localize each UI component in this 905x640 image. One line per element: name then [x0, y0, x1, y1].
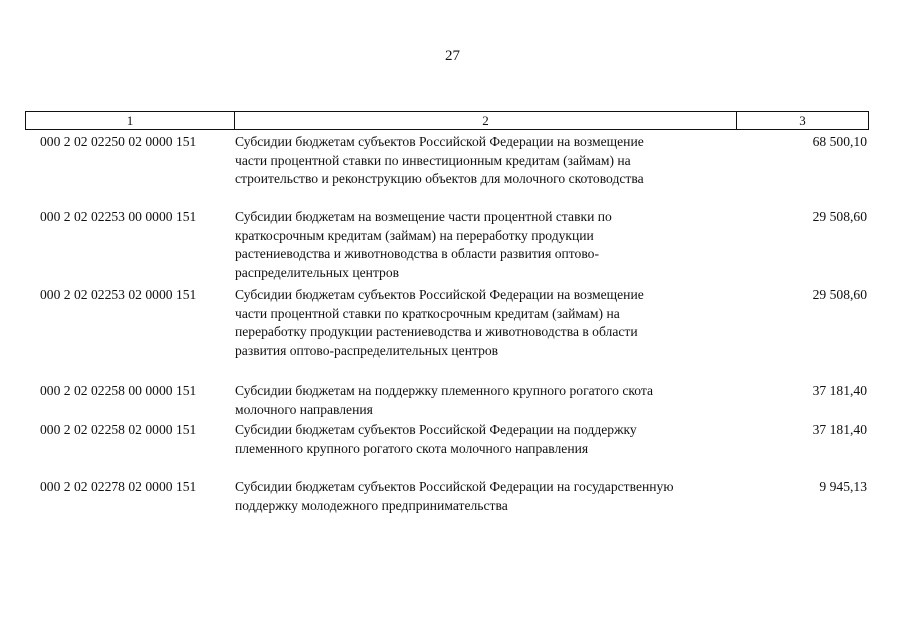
amount: 37 181,40: [812, 422, 867, 437]
amount: 9 945,13: [819, 479, 867, 494]
description-line: краткосрочным кредитам (займам) на переработку продукции: [235, 227, 594, 243]
description-line: строительство и реконструкцию объектов для молочного скотоводства: [235, 171, 644, 187]
table-header: [25, 111, 869, 130]
description-line: Субсидии бюджетам на возмещение части процентной ставки по: [235, 209, 612, 224]
budget-code: 000 2 02 02253 02 0000 151: [40, 287, 197, 302]
page-number: 27: [445, 48, 460, 64]
description-line: переработку продукции растениеводства и животноводства в области: [235, 324, 638, 340]
amount: 29 508,60: [812, 287, 867, 302]
description: [235, 478, 735, 515]
description-line: Субсидии бюджетам субъектов Российской Федерации на возмещение: [235, 134, 644, 149]
description: [235, 421, 735, 458]
description-line: племенного крупного рогатого скота молочного направления: [235, 440, 589, 456]
description: [235, 208, 735, 282]
amount: 37 181,40: [812, 383, 867, 398]
budget-code: 000 2 02 02253 00 0000 151: [40, 209, 197, 224]
description: [235, 382, 735, 419]
description: [235, 286, 735, 360]
budget-code: 000 2 02 02278 02 0000 151: [40, 479, 197, 494]
header-column-2: 2: [235, 112, 737, 129]
description: [235, 133, 735, 189]
description-line: Субсидии бюджетам субъектов Российской Федерации на государственную: [235, 479, 674, 494]
description-line: развития оптово-распределительных центров: [235, 342, 499, 358]
amount: 29 508,60: [812, 209, 867, 224]
budget-code: 000 2 02 02250 02 0000 151: [40, 134, 197, 149]
description-line: Субсидии бюджетам субъектов Российской Федерации на поддержку: [235, 422, 637, 437]
description-line: Субсидии бюджетам на поддержку племенного крупного рогатого скота: [235, 383, 654, 398]
budget-code: 000 2 02 02258 00 0000 151: [40, 383, 197, 398]
description-line: Субсидии бюджетам субъектов Российской Федерации на возмещение: [235, 287, 644, 302]
header-column-1: 1: [26, 112, 235, 129]
header-column-3: 3: [799, 113, 806, 128]
description-line: распределительных центров: [235, 264, 400, 280]
description-line: растениеводства и животноводства в области развития оптово-: [235, 246, 599, 262]
amount: 68 500,10: [812, 134, 867, 149]
description-line: части процентной ставки по краткосрочным кредитам (займам) на: [235, 305, 620, 321]
budget-code: 000 2 02 02258 02 0000 151: [40, 422, 197, 437]
description-line: молочного направления: [235, 401, 373, 417]
description-line: поддержку молодежного предпринимательства: [235, 497, 508, 513]
description-line: части процентной ставки по инвестиционным кредитам (займам) на: [235, 152, 631, 168]
